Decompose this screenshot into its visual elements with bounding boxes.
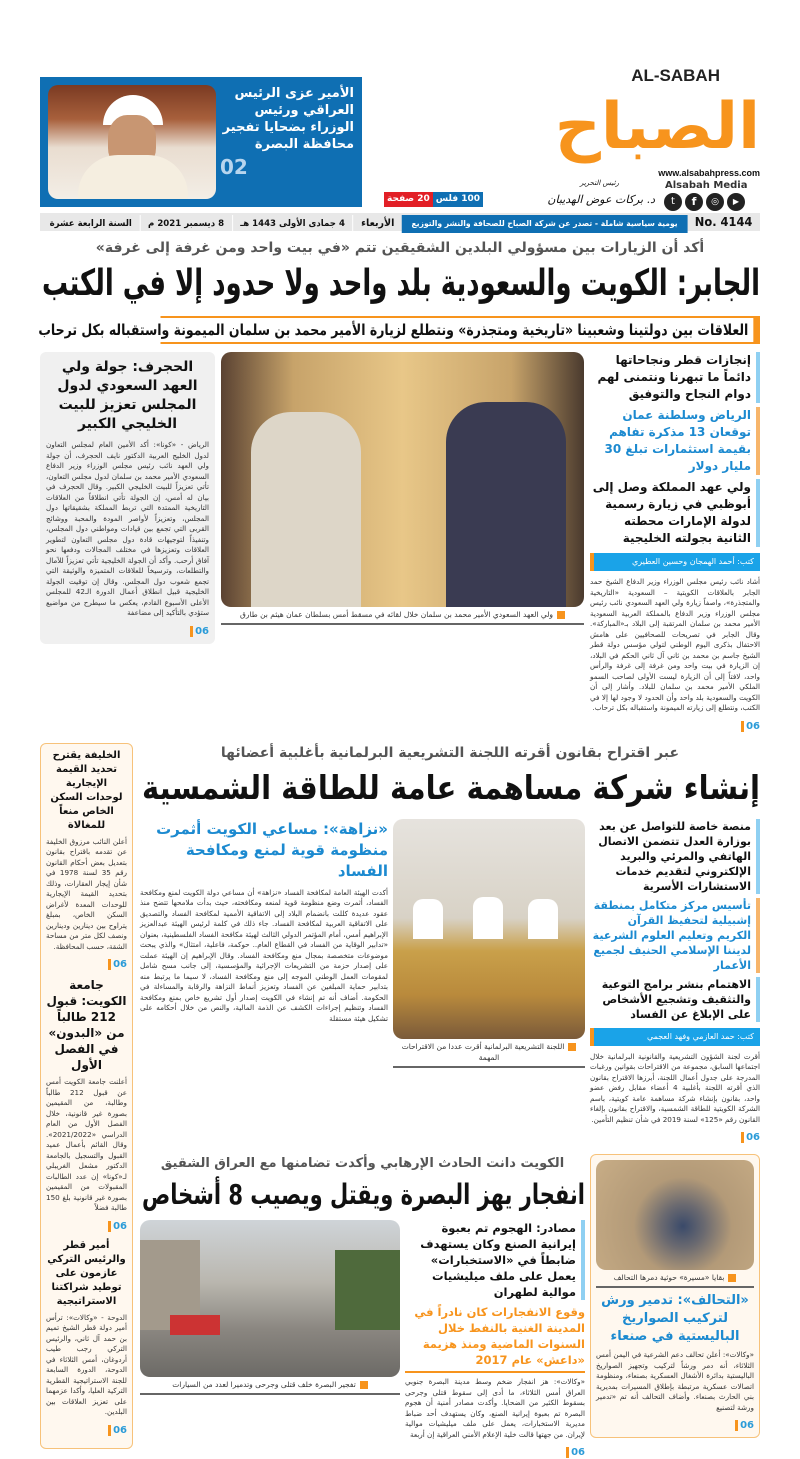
page-ref[interactable]: 06	[566, 1447, 585, 1458]
yemen-headline[interactable]: «التحالف»: تدمير ورش لتركيب الصواريخ الباليستية في صنعاء	[596, 1292, 754, 1346]
lead-photo-block	[221, 352, 584, 625]
integrity-headline[interactable]: «نزاهة»: مساعي الكويت أثمرت منظومة قوية لمنع ومكافحة الفساد	[140, 819, 388, 882]
website-link[interactable]: www.alsabahpress.com	[560, 167, 760, 179]
yemen-body: «وكالات»: أعلن تحالف دعم الشرعية في اليمن أمس الثلاثاء، أنه دمر ورشاً لتركيب وتجهيز الصواريخ الباليستية بدائرة الأشغال العسكرية بصنعاء، ومنظومة اتصالات عسكرية مرتبطة بإطلاق المسيرات بمديرية بني الحارث بصنعاء. وأضاف التحالف أنه تم «تدمير ورشة لتصنيع	[596, 1350, 754, 1413]
lead-photo	[221, 352, 584, 607]
page-ref[interactable]: 06	[190, 626, 209, 637]
yemen-box	[590, 1154, 760, 1438]
sidebar-item[interactable]	[46, 749, 127, 972]
sidebar-item[interactable]	[46, 977, 127, 1233]
lead-highlight: إنجازات قطر ونجاحاتها دائماً ما تبهرنا ونتمنى لهم دوام النجاح والتوفيق	[590, 352, 760, 403]
basra-photo-block	[140, 1220, 400, 1395]
solar-highlight: منصة خاصة للتواصل عن بعد بوزارة العدل تتضمن الاتصال الهاتفي والمرئي والبريد الإلكتروني لتقديم خدمات الاستشارات الأسرية	[590, 819, 760, 894]
solar-photo-block	[393, 819, 585, 1068]
issue-number: No. 4144	[687, 213, 760, 231]
page-count: 20 صفحة	[384, 192, 433, 207]
page-ref[interactable]: 06	[741, 1132, 760, 1143]
basra-highlight-1: مصادر: الهجوم تم بعبوة إيرانية الصنع وكان يستهدف ضابطاً في «الاستخبارات» يعمل على ملف ميليشيات موالية لطهران	[405, 1220, 585, 1300]
price-badge	[384, 192, 483, 207]
page-ref[interactable]: 06	[108, 959, 127, 970]
sidebar-headline[interactable]: جامعة الكويت: قبول 212 طالباً من «البدون» في الفصل الأول	[46, 977, 127, 1073]
drone-wreck-photo	[596, 1160, 754, 1270]
basra-section	[140, 1154, 760, 1459]
lead-right-column	[590, 352, 760, 733]
page-ref[interactable]: 06	[108, 1425, 127, 1436]
solar-headline[interactable]: إنشاء شركة مساهمة عامة للطاقة الشمسية	[214, 763, 760, 813]
sidebar-body: الدوحة - «وكالات»: ترأس أمير دولة قطر الشيخ تميم بن حمد آل ثاني، والرئيس التركي رجب طيب أردوغان، أمس الثلاثاء في الدوحة، الدورة السابعة للجنة الاستراتيجية القطرية التركية العليا، وأكدا عزمهما على تعزيز العلاقات بين البلدين.	[46, 1313, 127, 1418]
lead-headline[interactable]: الجابر: الكويت والسعودية بلد واحد ولا حدود إلا في الكتب	[241, 258, 760, 310]
basra-body: «وكالات»: هز انفجار ضخم وسط مدينة البصرة جنوبي العراق أمس الثلاثاء، ما أدى إلى سقوط قتلى وجرحى بسقوط الكثير من الضحايا. وأكدت مصادر أمنية أن هجوم البصرة تم بعبوة إيرانية الصنع، وكان يستهدف أحد ضباط مديرية الاستخبارات، يعمل على ملف ميليشيات موالية لإيران. من جهتها قالت خلية الإعلام الأمني العراقية إن أربعة	[405, 1377, 585, 1440]
year: السنة الرابعة عشرة	[42, 215, 140, 233]
lead-row	[40, 352, 760, 733]
basra-main	[140, 1154, 585, 1459]
price: 100 فلس	[433, 192, 483, 207]
basra-photo-caption: تفجير البصرة خلف قتلى وجرحى وتدميرا لعدد من السيارات	[140, 1377, 400, 1395]
lead-highlight: ولي عهد المملكة وصل إلى أبوظبي في زيارة رسمية لدولة الإمارات محطته الثانية بجولته الخليجية	[590, 479, 760, 547]
logo-arabic: الصباح	[370, 88, 760, 166]
dateline-bar	[40, 213, 760, 231]
brand-logo[interactable]	[370, 88, 760, 166]
tagline: يومية سياسية شاملة - تصدر عن شركة الصباح للصحافة والنشر والتوزيع	[402, 215, 687, 233]
lead-highlight: الرياض وسلطنة عمان توقعان 13 مذكرة تفاهم بقيمة استثمارات تبلغ 30 مليار دولار	[590, 407, 760, 475]
gcc-box	[40, 352, 215, 644]
gregorian-date: 8 ديسمبر 2021 م	[140, 215, 232, 233]
basra-photo	[140, 1220, 400, 1377]
yemen-photo-caption: بقايا «مسيرة» حوثية دمرها التحالف	[596, 1270, 754, 1288]
basra-headline[interactable]: انفجار يهز البصرة ويقتل ويصيب 8 أشخاص	[252, 1174, 585, 1216]
facebook-icon[interactable]: f	[685, 193, 703, 211]
promo-box[interactable]	[40, 77, 362, 207]
lead-body: أشاد نائب رئيس مجلس الوزراء وزير الدفاع الشيخ حمد الجابر بالعلاقات الكويتية – السعودية «التاريخية والمتجذرة»، واصفاً زيارة ولي العهد السعودي نائب رئيس مجلس الوزراء وزير الدفاع بالمملكة العربية السعودية الأمير محمد بن سلمان المرتقبة إلى البلاد بـ«المباركة». وقال الجابر في تصريحات للصحافيين على هامش الاحتفال بذكرى اليوم الوطني لتولي مؤسس دولة قطر الشيخ جاسم بن محمد بن ثاني آل ثاني الحكم في البلاد، إن الزيارة في بيت واحد ومن غرفة إلى غرفة والرأس واحد، لافتاً إلى أن الزيارة ليست الأولى لصاحب السمو الملكي الأمير محمد بن سلمان للبلاد. وأشار إلى أن الكويت والسعودية بلد واحد وأن الحدود لا وجود لها إلا في الكتب، ونتطلع إلى زيارته الميمونة واستقباله بكل ترحاب.	[590, 577, 760, 714]
sidebar-headline[interactable]: الخليفة يقترح تحديد القيمة الإيجارية لوحدات السكن الخاص منعاً للمغالاة	[46, 749, 127, 833]
sidebar-item[interactable]	[46, 1239, 127, 1437]
lead-subhead: العلاقات بين دولتينا وشعبينا «تاريخية ومتجذرة» ونتطلع لزيارة الأمير محمد بن سلمان الميمونة واستقباله بكل ترحاب	[161, 316, 760, 344]
gcc-body: الرياض - «كونا»: أكد الأمين العام لمجلس التعاون لدول الخليج العربية الدكتور نايف الحجرف، أن جولة ولي العهد نائب رئيس مجلس الوزراء وزير الدفاع السعودي الأمير محمد بن سلمان لدول مجلس التعاون، تأتي تعزيزاً للبيت الخليجي الكبير. وقال الحجرف في بيان له أمس، إن الجولة تأتي انطلاقاً من العلاقات التاريخية الممتدة التي تربط المملكة بشقيقاتها دول المجلس، وتعزيزاً لأواصر المودة والمحبة ووشائج القربى التي تجمع بين قيادات ومواطني دول المجلس، وتنفيذاً لتوجيهات قادة دول مجلس التعاون لتطوير العلاقات وتعزيزها في مختلف المجالات ودفعها نحو آفاق أرحب. وأكد أن الجولة الخليجية تأتي تعزيزاً للآمال والتطلعات، وترسيخاً للعلاقات المتميزة والوثيقة التي تجمع شعوب دول المجلس. وقال إن توقيت الجولة الخليجية قبيل انطلاق أعمال الدورة الـ42 للمجلس الأعلى الأسبوع القادم، يعكس ما سيطرح من مواضيع ستؤدي بالتأكيد إلى مضاعفة	[46, 440, 209, 619]
instagram-icon[interactable]: ◎	[706, 193, 724, 211]
solar-right-column	[590, 819, 760, 1145]
integrity-body: أكدت الهيئة العامة لمكافحة الفساد «نزاهة» أن مساعي دولة الكويت لمنع ومكافحة الفساد، أثمرت وضع منظومة قوية لمنعه ومكافحته، حيث بدأت ملامحها تتضح منذ عقود عديدة كللت بانضمام البلاد إلى الاتفاقية الأممية لمكافحة الفساد والتصديق على الاتفاقية العربية لمكافحة الفساد. جاء ذلك في كلمة لرئيس الهيئة عبدالعزيز الإبراهيم أمس، أمام المؤتمر الدولي الثالث لهيئة مكافحة الفساد الفلسطينية، بعنوان «تدابير الوقاية من الفساد في القطاع العام.. حوكمة، فاعلية، امتثال» والذي يبحث موضوعات متخصصة بمجال منع ومكافحة الفساد. وقال الإبراهيم إن الهيئة عملت على إصدار حزمة من التشريعات الإجرائية والمؤسسية، إلى جانب مسح شامل لمقومات العمل الوطني الموجه إلى منع ومكافحة الفساد، لا سيما ما يرتبط منه بتدابير حماية المبلغين عن الفساد وتعزيز أنماط النزاهة والرقابة والمساءلة في الحكومة. أضاف أنه تم إنشاء في الكويت إصدار أول تشريع خاص بمنع ومكافحة الفساد وتنظيم إجراءات الكشف عن الذمة المالية، والنص من خلال أحكامه على تشكيل هيئة مستقلة	[140, 888, 388, 1025]
editor-signature: د. بركات عوض الهديبان	[500, 192, 655, 208]
solar-byline: كتب: حمد العازمي وفهد العجمي	[590, 1028, 760, 1046]
solar-photo-caption: اللجنة التشريعية البرلمانية أقرت عددا من الاقتراحات المهمة	[393, 1039, 585, 1068]
hijri-date: 4 جمادى الأولى 1443 هـ	[233, 215, 354, 233]
promo-text	[220, 85, 354, 179]
social-icons	[664, 193, 745, 211]
lead-photo-caption: ولي العهد السعودي الأمير محمد بن سلمان خلال لقائه في مسقط أمس بسلطان عمان هيثم بن طارق	[221, 607, 584, 625]
day: الأربعاء	[354, 215, 403, 233]
solar-row	[140, 819, 760, 1145]
editor-title: رئيس التحرير	[580, 178, 619, 188]
youtube-icon[interactable]: ▶	[727, 193, 745, 211]
page-ref[interactable]: 06	[735, 1420, 754, 1431]
integrity-article	[140, 819, 388, 1025]
left-sidebar	[40, 743, 133, 1449]
lead-kicker: أكد أن الزيارات بين مسؤولي البلدين الشقيقين تتم «في بيت واحد ومن غرفة إلى غرفة»	[40, 238, 760, 258]
lower-section	[40, 743, 760, 1459]
twitter-icon[interactable]: t	[664, 193, 682, 211]
media-label: Alsabah Media	[665, 180, 760, 192]
dateline-content	[74, 213, 760, 233]
promo-page: 02	[220, 155, 354, 179]
lower-main	[140, 743, 760, 1459]
sidebar-body: أعلن النائب مرزوق الخليفة عن تقدمه باقتراح بقانون بتعديل بعض أحكام القانون رقم 35 لسنة 1978 في شأن إيجار العقارات، وذلك بتحديد القيمة الإيجارية للوحدات المعدة لأغراض السكن الخاص، بمبلغ يتراوح بين دينارين ودينارين ونصف لكل متر من مساحة الشقة، حسب المحافظة.	[46, 837, 127, 953]
solar-highlight: تأسيس مركز متكامل بمنطقة إشبيلية لتحفيظ القرآن الكريم وتعليم العلوم الشرعية لديننا الإسلامي الحنيف لجميع الأعمار	[590, 898, 760, 973]
basra-row	[140, 1220, 585, 1459]
basra-kicker: الكويت دانت الحادث الإرهابي وأكدت تضامنها مع العراق الشقيق	[140, 1154, 585, 1174]
basra-article	[405, 1220, 585, 1459]
gcc-headline[interactable]: الحجرف: جولة ولي العهد السعودي لدول المجلس تعزيز للبيت الخليجي الكبير	[46, 358, 209, 434]
sidebar-body: أعلنت جامعة الكويت أمس عن قبول 212 طالباً وطالبة، من المقيمين بصورة غير قانونية، خلال الفصل الأول من العام الدراسي «2021/2022». وقال القائم بأعمال عميد القبول والتسجيل بالجامعة الدكتور مشعل الغريبلي لـ«كونا» إن عدد الطالبات المقبولات من المقيمين بصورة غير قانونية بلغ 150 طالبة فضلاً	[46, 1077, 127, 1214]
page-ref[interactable]: 06	[741, 721, 760, 732]
page-ref[interactable]: 06	[108, 1221, 127, 1232]
basra-highlight-2: وقوع الانفجارات كان نادراً في المدينة الغنية بالنفط خلال السنوات الماضية ومنذ هزيمة «داعش» عام 2017	[405, 1304, 585, 1373]
solar-highlight: الاهتمام بنشر برامج التوعية والتثقيف وتشجيع الأشخاص على الإبلاغ عن الفساد	[590, 977, 760, 1022]
sidebar-headline[interactable]: أمير قطر والرئيس التركي عازمون على توطيد شراكتنا الاستراتيجية	[46, 1239, 127, 1309]
page-content	[40, 238, 760, 1459]
solar-body: أقرت لجنة الشؤون التشريعية والقانونية البرلمانية خلال اجتماعها السابق، مجموعة من الاقتراحات بقوانين ورغبات المدرجة على جدول أعمال اللجنة، أبرزها الاقتراح بقانون الذي أقرته اللجنة بأغلبية 4 أعضاء مقابل رفض عضو واحد، بقانون بإنشاء شركة مساهمة عامة كويتية، باسم الشركة الكويتية للطاقة الشمسية، والاقتراح بقانون بإلغاء القانون رقم «125» لسنة 2019 في شأن تنظيم التأمين.	[590, 1052, 760, 1126]
lead-byline: كتب: أحمد الهمجان وحسين العطيري	[590, 553, 760, 571]
solar-photo	[393, 819, 585, 1039]
solar-kicker: عبر اقتراح بقانون أقرته اللجنة التشريعية البرلمانية بأغلبية أعضائها	[140, 743, 760, 763]
promo-headline: الأمير عزى الرئيس العراقي ورئيس الوزراء بضحايا تفجير محافظة البصرة	[220, 85, 354, 153]
emir-photo	[48, 85, 216, 199]
logo-english: AL-SABAH	[560, 66, 720, 86]
